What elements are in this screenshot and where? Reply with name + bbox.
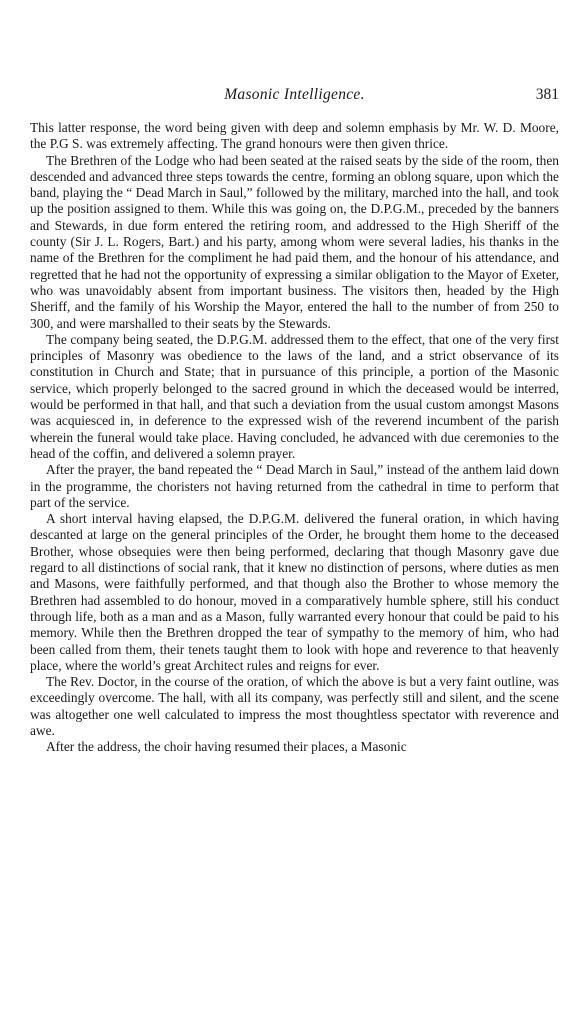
paragraph: The Brethren of the Lodge who had been seated at the raised seats by the side of the room, then descended and advanced three steps towards the centre, forming an oblong square, upon which the band, playing the “ Dead March in Saul,” followed by the military, marched into the hall, and took up the position assigned to them. While this was going on, the D.P.G.M., preceded by the banners and Stewards, in due form entered the retiring room, and addressed to the High Sheriff of the county (Sir J. L. Rogers, Bart.) and his party, among whom were several ladies, his thanks in the name of the Brethren for the compliment he had paid them, and the honour of his attendance, and regretted that he had not the opportunity of expressing a similar obligation to the Mayor of Exeter, who was unavoidably absent from important business. The visitors then, headed by the High Sheriff, and the family of his Worship the Mayor, entered the hall to the number of from 250 to 300, and were marshalled to their seats by the Stewards.	[30, 152, 559, 331]
paragraph: After the address, the choir having resumed their places, a Masonic	[46, 739, 407, 755]
running-title: Masonic Intelligence.	[224, 86, 365, 103]
running-head	[30, 86, 559, 106]
paragraph: A short interval having elapsed, the D.P.G.M. delivered the funeral oration, in which having descanted at large on the general principles of the Order, he brought them home to the deceased Brother, whose obsequies were then being performed, declaring that though Masonry gave due regard to all distinctions of social rank, that it knew no distinction of persons, where duties as men and Masons, were faithfully performed, and that though also the Brother to whose memory the Brethren had assembled to do honour, moved in a comparatively humble sphere, still his conduct through life, both as a man and as a Mason, fully warranted every honour that could be paid to his memory. While then the Brethren dropped the tear of sympathy to the memory of him, who had been called from them, their tenets taught them to look with hope and reverence to that heavenly place, where the world’s great Architect rules and reigns for ever.	[30, 511, 559, 673]
paragraph: The company being seated, the D.P.G.M. addressed them to the effect, that one of the very first principles of Masonry was obedience to the laws of the land, and a strict observance of its constitution in Church and State; that in pursuance of this principle, a portion of the Masonic service, which properly belonged to the sacred ground in which the deceased would be interred, would be performed in that hall, and that such a deviation from the usual custom amongst Masons was acquiesced in, in deference to the expressed wish of the reverend incumbent of the parish wherein the funeral would take place. Having concluded, he advanced with due ceremonies to the head of the coffin, and delivered a solemn prayer.	[30, 331, 559, 461]
paragraph: The Rev. Doctor, in the course of the oration, of which the above is but a very faint outline, was exceedingly overcome. The hall, with all its company, was perfectly still and silent, and the scene was altogether one well calculated to impress the most thoughtless spectator with reverence and awe.	[30, 674, 559, 738]
page-number: 381	[535, 86, 559, 103]
article-body	[30, 120, 559, 756]
paragraph: This latter response, the word being given with deep and solemn emphasis by Mr. W. D. Moore, the P.G S. was extremely affecting. The grand honours were then given thrice.	[30, 120, 559, 152]
paragraph: After the prayer, the band repeated the “ Dead March in Saul,” instead of the anthem laid down in the programme, the choristers not having returned from the cathedral in time to perform that part of the service.	[30, 462, 559, 510]
